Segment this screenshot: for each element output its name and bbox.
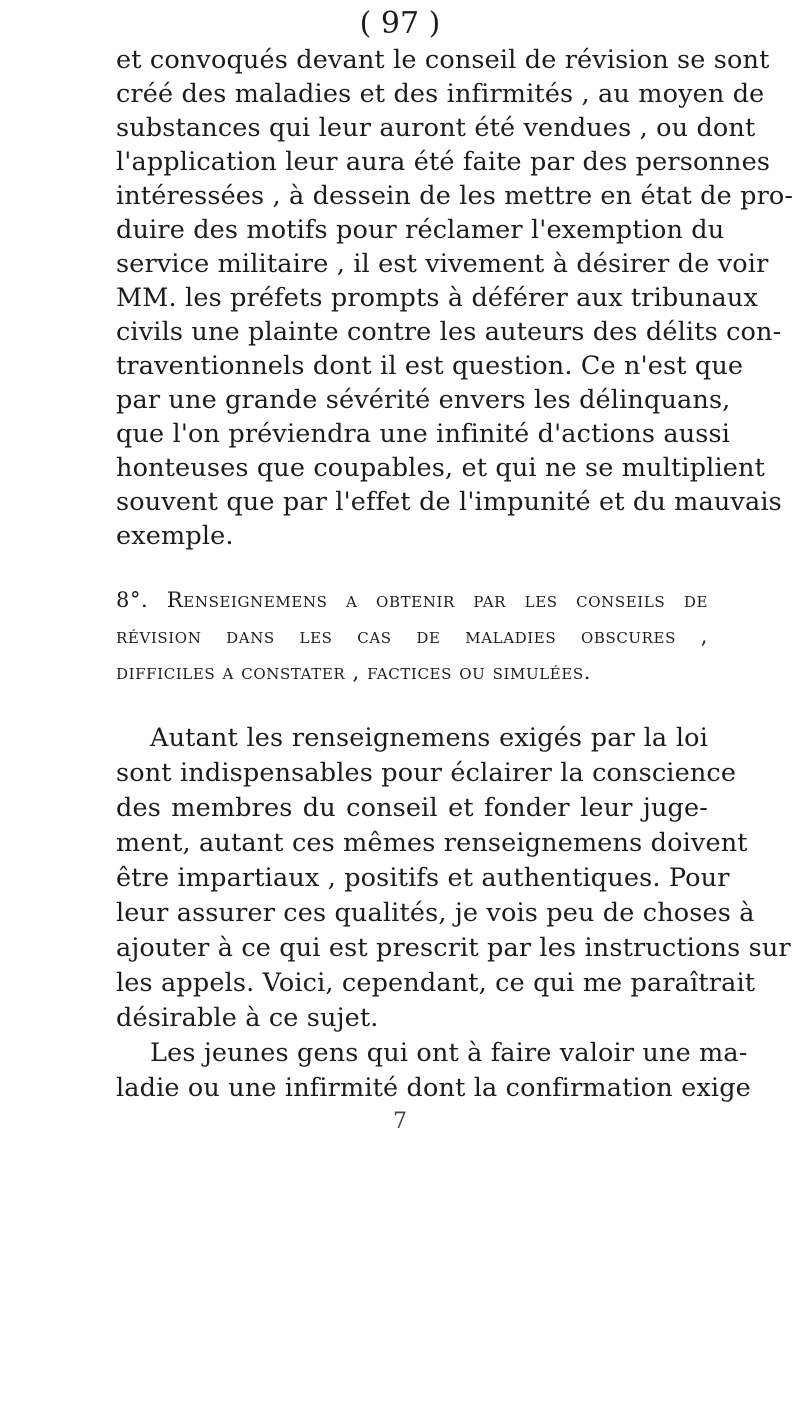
section-heading-line: 8°. Renseignemens a obtenir par les conseils de <box>116 588 708 612</box>
signature-mark: 7 <box>393 1109 407 1134</box>
page-number-header: ( 97 ) <box>359 6 441 41</box>
text-line: ladie ou une infirmité dont la confirmation exige <box>116 1073 751 1103</box>
text-line: sont indispensables pour éclairer la conscience <box>116 758 737 788</box>
text-line: ajouter à ce qui est prescrit par les instructions sur <box>116 933 791 963</box>
text-line: que l'on préviendra une infinité d'actions aussi <box>116 419 731 449</box>
text-line: exemple. <box>116 521 234 551</box>
text-line: substances qui leur auront été vendues , ou dont <box>116 113 756 143</box>
text-line: leur assurer ces qualités, je vois peu de choses à <box>116 898 755 928</box>
text-line: traventionnels dont il est question. Ce n'est que <box>116 351 744 381</box>
text-line: honteuses que coupables, et qui ne se multiplient <box>116 453 765 483</box>
text-line: par une grande sévérité envers les délinquans, <box>116 385 731 415</box>
section-heading-line: difficiles a constater , factices ou simulées. <box>116 660 592 684</box>
text-line: civils une plainte contre les auteurs des délits con- <box>116 317 782 347</box>
text-line: créé des maladies et des infirmités , au moyen de <box>116 79 765 109</box>
text-line: MM. les préfets prompts à déférer aux tribunaux <box>116 283 759 313</box>
text-line: ment, autant ces mêmes renseignemens doivent <box>116 828 748 858</box>
text-line: des membres du conseil et fonder leur juge- <box>116 793 708 823</box>
text-line: être impartiaux , positifs et authentiques. Pour <box>116 863 730 893</box>
text-line: service militaire , il est vivement à désirer de voir <box>116 249 769 279</box>
text-line: souvent que par l'effet de l'impunité et du mauvais <box>116 487 782 517</box>
text-line: l'application leur aura été faite par des personnes <box>116 147 771 177</box>
text-line: duire des motifs pour réclamer l'exemption du <box>116 215 725 245</box>
section-heading-line: révision dans les cas de maladies obscures , <box>116 624 708 648</box>
text-line: les appels. Voici, cependant, ce qui me paraîtrait <box>116 968 756 998</box>
text-line: et convoqués devant le conseil de révision se sont <box>116 45 770 75</box>
text-line: désirable à ce sujet. <box>116 1003 379 1033</box>
text-line: Les jeunes gens qui ont à faire valoir une ma- <box>150 1038 748 1068</box>
text-line: Autant les renseignemens exigés par la loi <box>150 723 708 753</box>
text-line: intéressées , à dessein de les mettre en état de pro- <box>116 181 794 211</box>
